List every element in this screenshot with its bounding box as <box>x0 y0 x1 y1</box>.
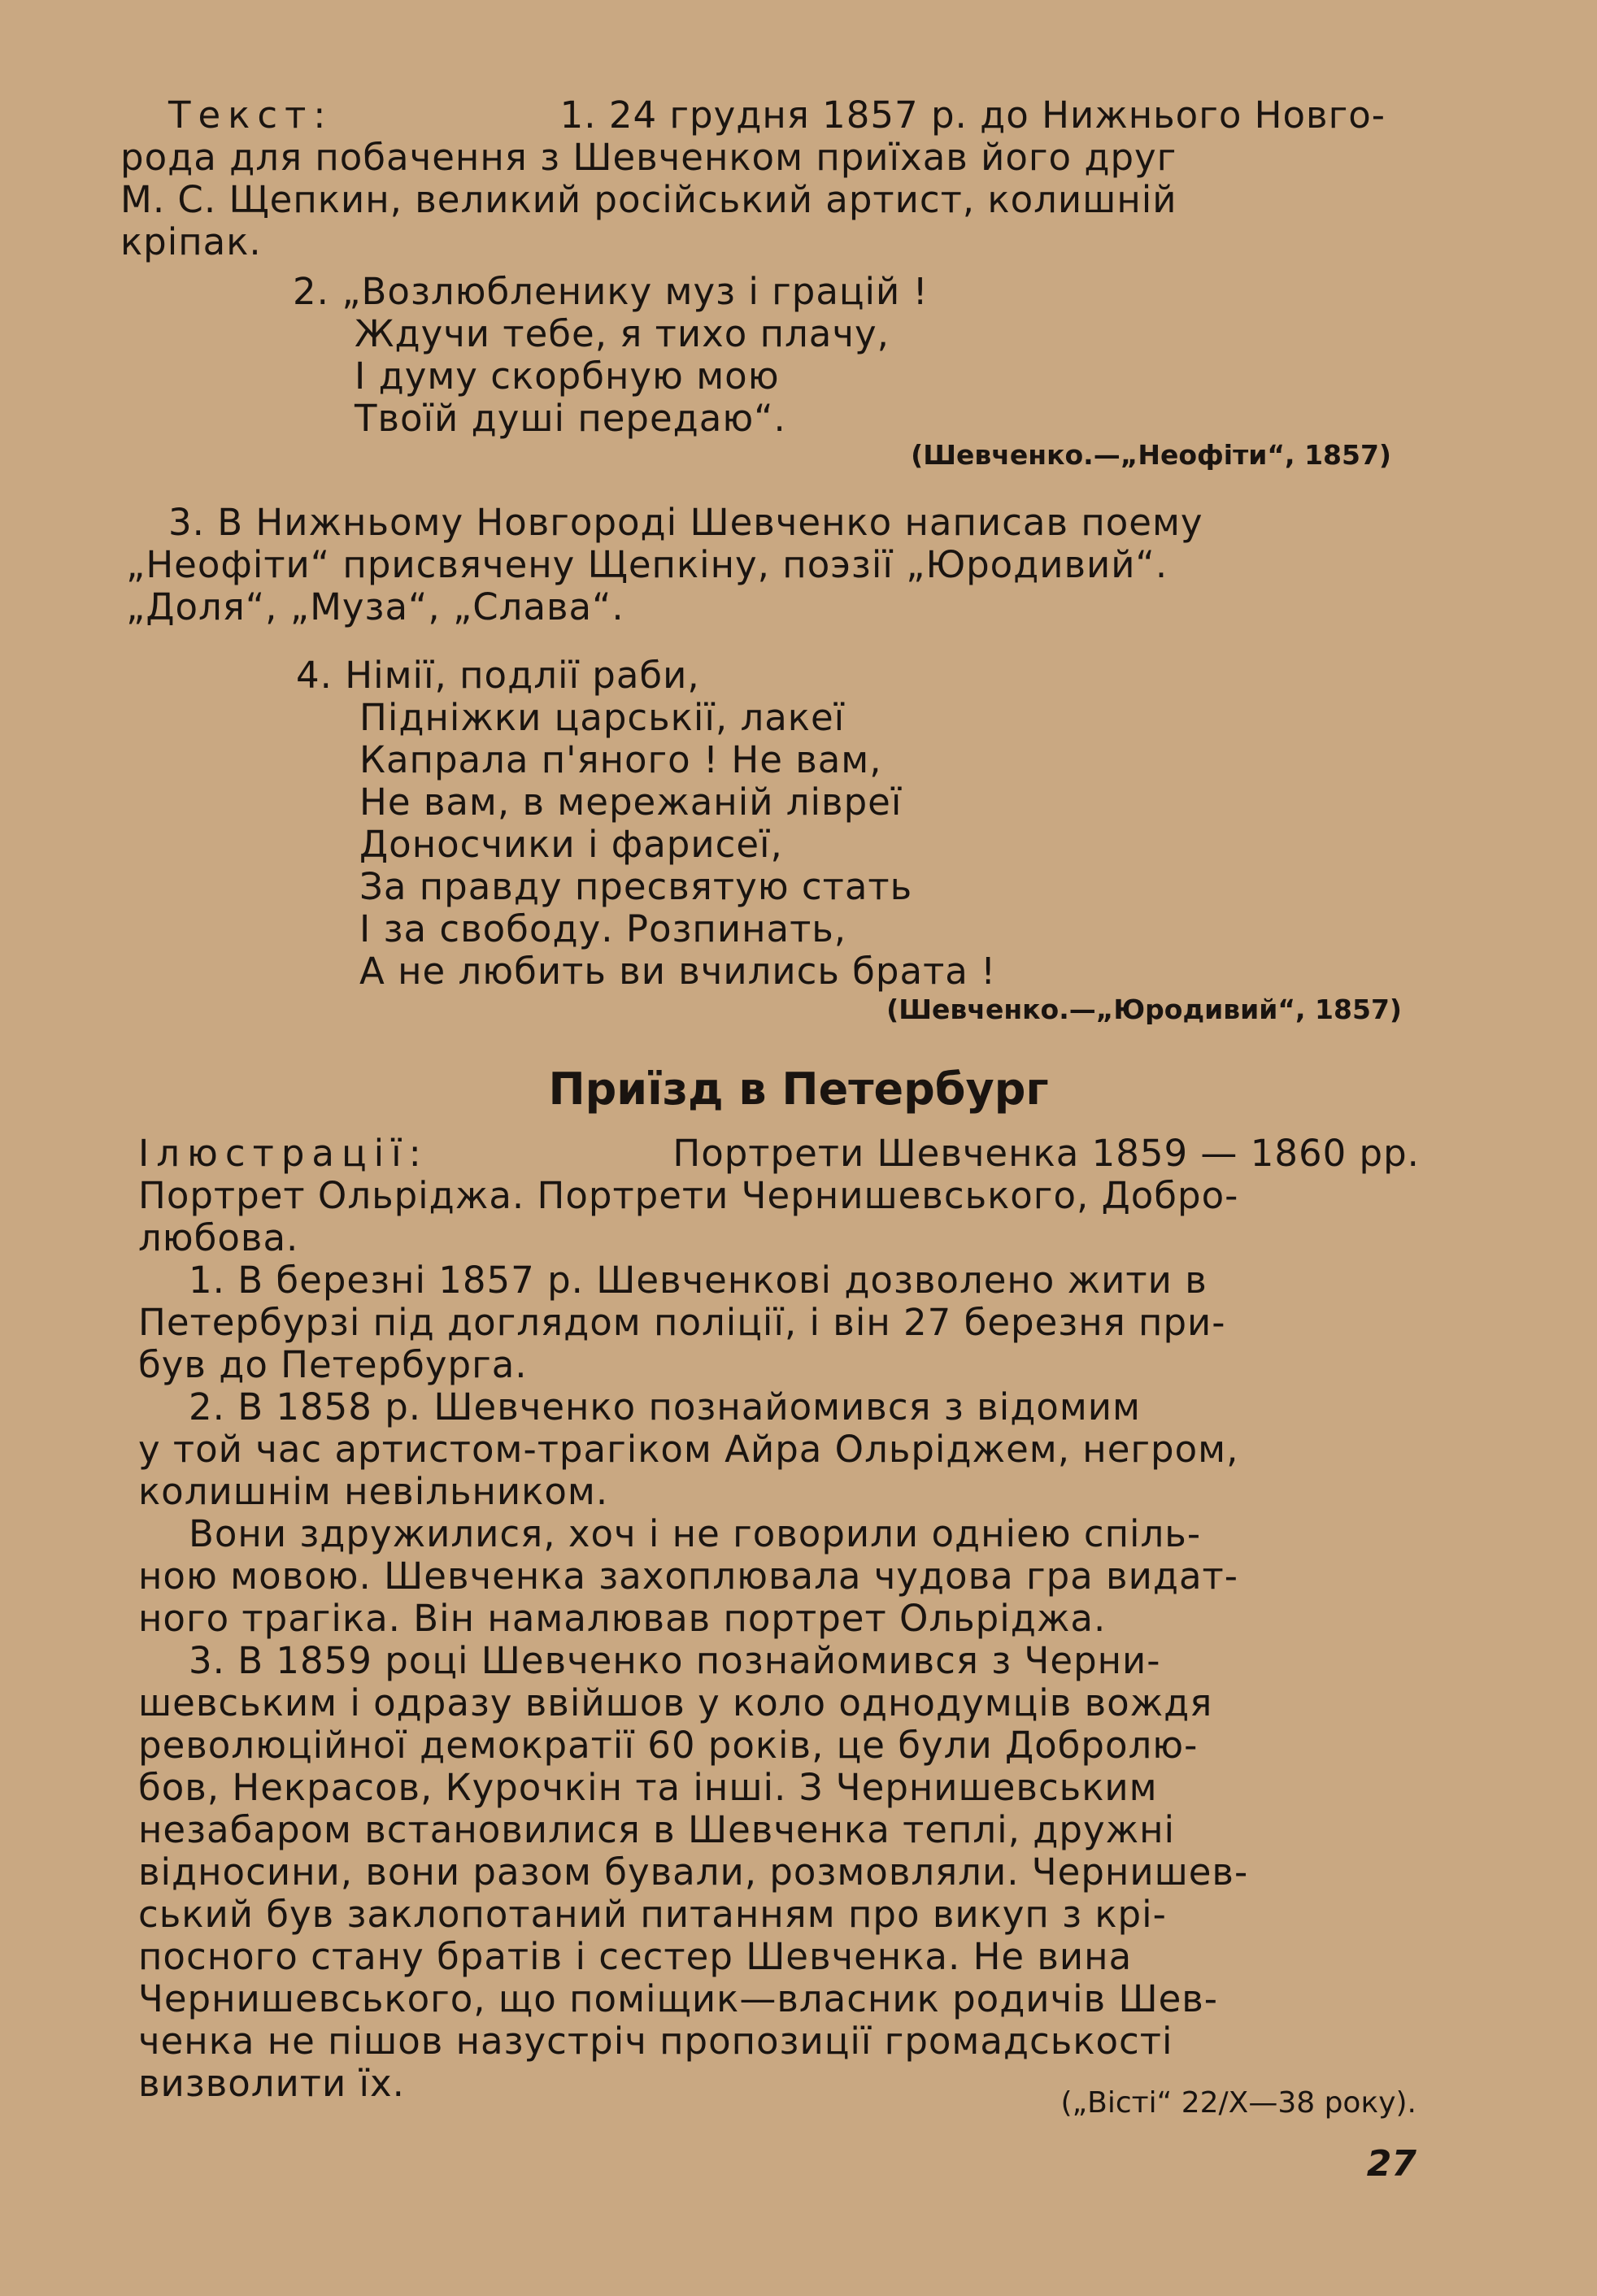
body-line: був до Петербурга. <box>138 1343 528 1386</box>
item-1-line-4: кріпак. <box>120 220 262 263</box>
body-line: Петербурзі під доглядом поліції, і він 27 березня при- <box>138 1301 1226 1344</box>
body-line: ною мовою. Шевченка захоплювала чудова гра видат- <box>138 1555 1238 1598</box>
body-line: 1. В березні 1857 р. Шевченкові дозволено жити в <box>189 1259 1208 1302</box>
body-line: незабаром встановилися в Шевченка теплі, дружні <box>138 1808 1176 1851</box>
poem-1-source: (Шевченко.—„Неофіти“, 1857) <box>911 439 1391 471</box>
section-2-source: („Вісті“ 22/X—38 року). <box>1060 2086 1416 2120</box>
body-line: відносини, вони разом бували, розмовляли. Чернишев- <box>138 1850 1249 1894</box>
body-line: бов, Некрасов, Курочкін та інші. З Чернишевським <box>138 1766 1158 1809</box>
poem-1-line-4: Твоїй душі передаю“. <box>355 397 786 440</box>
body-line: визволити їх. <box>138 2062 405 2105</box>
body-line: Вони здружилися, хоч і не говорили одніею спіль- <box>189 1512 1202 1555</box>
poem-2-line-8: А не любить ви вчились брата ! <box>359 950 997 993</box>
text-label: Текст: <box>168 93 333 137</box>
body-line: революційної демократії 60 років, це були Добролю- <box>138 1724 1199 1767</box>
illustrations-line: Ілюстрації: Портрети Шевченка 1859 — 1860 рр. <box>138 1132 1420 1175</box>
body-line: любова. <box>138 1216 299 1259</box>
item-1-line-1: Текст: 1. 24 грудня 1857 р. до Нижнього Новго- <box>168 93 1386 137</box>
poem-1-line-3: І думу скорбную мою <box>355 354 780 398</box>
poem-2-line-4: Не вам, в мережаній ліврeї <box>359 781 903 824</box>
poem-1-line-1: 2. „Возлюбленику муз і грацій ! <box>293 270 929 313</box>
body-line: ченка не пішов назустріч пропозиції громадськості <box>138 2020 1173 2063</box>
item-3-line-2: „Неофіти“ присвячену Щепкіну, поэзії „Юродивий“. <box>126 543 1168 586</box>
body-line: 3. В 1859 році Шевченко познайомився з Черни- <box>189 1639 1161 1682</box>
poem-1-line-2: Ждучи тебе, я тихо плачу, <box>355 312 890 355</box>
poem-2-source: (Шевченко.—„Юродивий“, 1857) <box>886 994 1402 1025</box>
body-line: ський був заклопотаний питанням про викуп з крі- <box>138 1893 1167 1936</box>
poem-2-line-6: За правду пресвятую стать <box>359 865 913 908</box>
item-1-line-2: рода для побачення з Шевченком приїхав його друг <box>120 136 1177 179</box>
page-number: 27 <box>1366 2143 1416 2185</box>
body-line: Портрет Ольріджа. Портрети Чернишевського, Добро- <box>138 1174 1239 1217</box>
item-1-line-3: М. С. Щепкин, великий російський артист, колишній <box>120 178 1177 221</box>
body-line: у той час артистом-трагіком Айра Ольріджем, негром, <box>138 1428 1239 1471</box>
body-line: ного трагіка. Він намалював портрет Ольріджа. <box>138 1597 1107 1640</box>
body-line: шевським і одразу ввійшов у коло однодумців вождя <box>138 1681 1213 1724</box>
item-3-line-3: „Доля“, „Муза“, „Слава“. <box>126 585 624 628</box>
body-line: 2. В 1858 р. Шевченко познайомився з відомим <box>189 1385 1141 1428</box>
body-line: Чернишевського, що поміщик—власник родичів Шев- <box>138 1977 1219 2020</box>
poem-2-line-2: Підніжки царськії, лакеї <box>359 696 846 739</box>
body-line: посного стану братів і сестер Шевченка. Не вина <box>138 1935 1133 1978</box>
illustrations-label: Ілюстрації: <box>138 1132 429 1175</box>
poem-2-line-3: Капрала п'яного ! Не вам, <box>359 738 882 781</box>
poem-2-line-7: І за свободу. Розпинать, <box>359 907 847 950</box>
body-line: колишнім невільником. <box>138 1470 609 1513</box>
item-3-line-1: 3. В Нижньому Новгороді Шевченко написав поему <box>168 501 1203 544</box>
section-title: Приїзд в Петербург <box>548 1063 1049 1115</box>
poem-2-line-5: Доносчики і фарисеї, <box>359 823 783 866</box>
poem-2-line-1: 4. Німії, подлії раби, <box>296 654 700 697</box>
